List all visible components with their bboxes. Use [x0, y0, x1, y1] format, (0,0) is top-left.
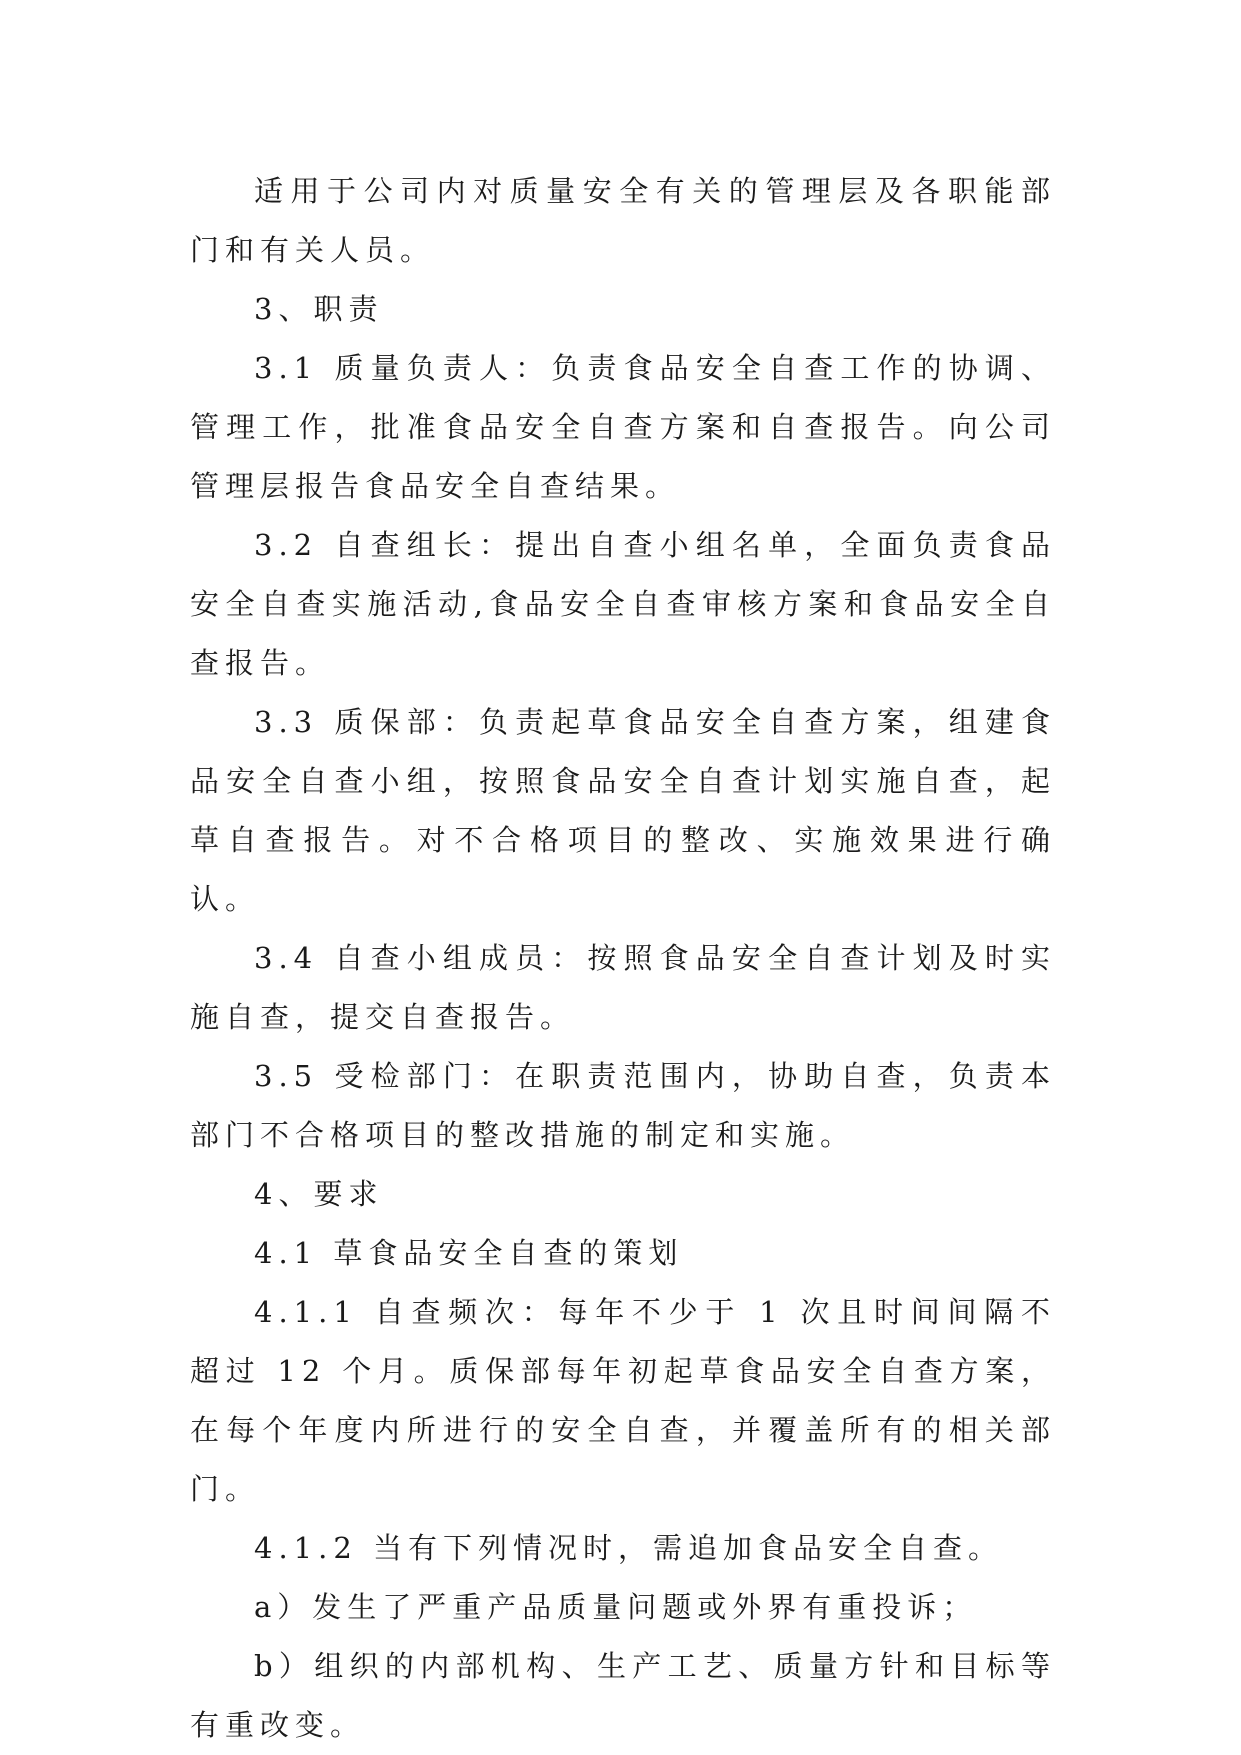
document-body	[190, 162, 1056, 1755]
paragraph-4-1-1: 4.1.1 自查频次：每年不少于 1 次且时间间隔不超过 12 个月。质保部每年初起草食品安全自查方案，在每个年度内所进行的安全自查，并覆盖所有的相关部门。	[190, 1295, 1056, 1506]
paragraph-4-1-2: 4.1.2 当有下列情况时，需追加食品安全自查。	[254, 1531, 1004, 1565]
paragraph-3-1: 3.1 质量负责人：负责食品安全自查工作的协调、管理工作，批准食品安全自查方案和自查报告。向公司管理层报告食品安全自查结果。	[190, 351, 1056, 503]
paragraph-3-2: 3.2 自查组长：提出自查小组名单，全面负责食品安全自查实施活动,食品安全自查审核方案和食品安全自查报告。	[190, 528, 1056, 680]
heading-responsibilities: 3、职责	[254, 292, 384, 326]
paragraph-3-5: 3.5 受检部门：在职责范围内，协助自查，负责本部门不合格项目的整改措施的制定和实施。	[190, 1059, 1056, 1152]
list-item-a: a）发生了严重产品质量问题或外界有重投诉；	[254, 1590, 978, 1624]
paragraph-scope: 适用于公司内对质量安全有关的管理层及各职能部门和有关人员。	[190, 174, 1056, 267]
heading-requirements: 4、要求	[254, 1177, 384, 1211]
subheading-4-1: 4.1 草食品安全自查的策划	[254, 1236, 684, 1270]
paragraph-3-3: 3.3 质保部：负责起草食品安全自查方案，组建食品安全自查小组，按照食品安全自查计划实施自查，起草自查报告。对不合格项目的整改、实施效果进行确认。	[190, 705, 1056, 916]
paragraph-3-4: 3.4 自查小组成员：按照食品安全自查计划及时实施自查，提交自查报告。	[190, 941, 1056, 1034]
list-item-b: b）组织的内部机构、生产工艺、质量方针和目标等有重改变。	[190, 1649, 1056, 1742]
